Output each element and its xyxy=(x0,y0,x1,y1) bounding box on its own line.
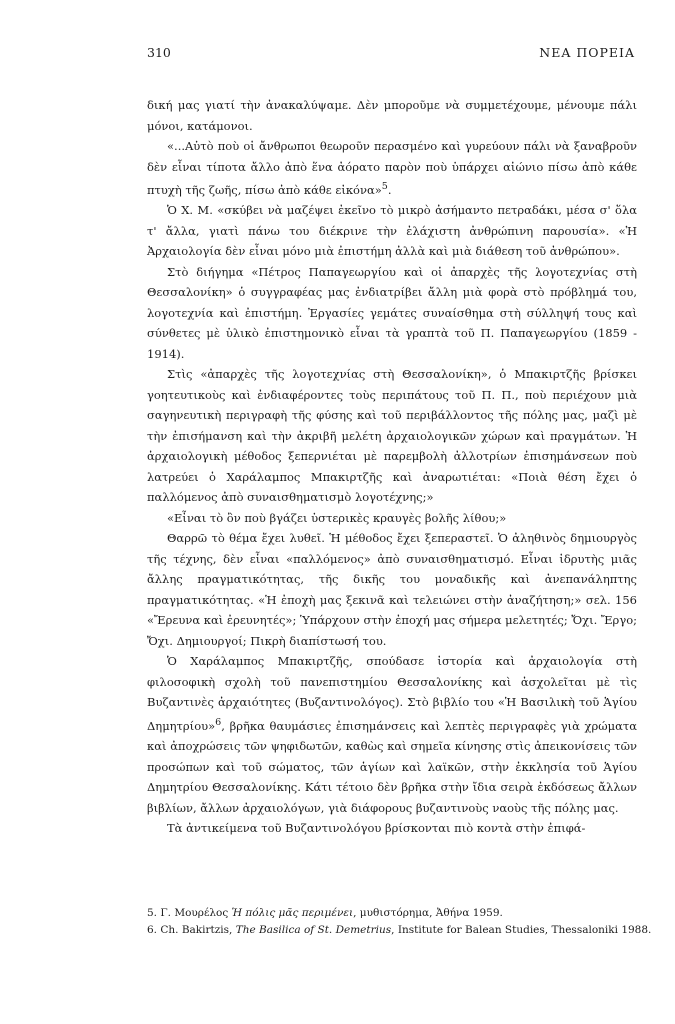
paragraph: δική μας γιατί τὴν ἀνακαλύψαμε. Δὲν μποροῦμε νὰ συμμετέχουμε, μένουμε πάλι μόνοι, κατάμονοι. xyxy=(147,98,637,133)
footnote-ref: 5 xyxy=(381,181,388,192)
footnote-details: , Institute for Balean Studies, Thessaloniki 1988. xyxy=(391,923,652,936)
quote-text: «...Αὐτὸ ποὺ οἱ ἄνθρωποι θεωροῦν περασμένο καὶ γυρεύουν πάλι νὰ ξαναβροῦν δὲν εἶναι τίποτα ἄλλο ἀπὸ ἕνα ἀόρατο παρὸν ποὺ ὑπάρχει αἰώνιο πίσω ἀπὸ κάθε πτυχὴ τῆς ζωῆς, πίσω ἀπὸ κάθε εἰκόνα» xyxy=(147,139,637,197)
paragraph: Ὁ Χ. Μ. «σκύβει νὰ μαζέψει ἐκεῖνο τὸ μικρὸ ἀσήμαντο πετραδάκι, μέσα σ' ὅλα τ' ἄλλα, γιατὶ πάνω του διέκρινε τὴν ἐλάχιστη ἀνθρώπινη παρουσία». «Ἡ Ἀρχαιολογία δὲν εἶναι μόνο μιὰ ἐπιστήμη ἀλλὰ καὶ μιὰ διάθεση τοῦ ἀνθρώπου». xyxy=(147,203,637,259)
footnote-ref: 6 xyxy=(215,716,222,728)
running-title: ΝΕΑ ΠΟΡΕΙΑ xyxy=(539,45,635,60)
paragraph-text: , βρῆκα θαυμάσιες ἐπισημάνσεις καὶ λεπτὲς περιγραφὲς γιὰ χρώματα καὶ ἀποχρώσεις τῶν ψηφιδωτῶν, καθὼς καὶ σημεῖα κίνησης στὶς ἀπεικονίσεις τῶν προσώπων καὶ τοῦ σώματος, τῶν ἁγίων καὶ λαϊκῶν, στὴν ἐκκλησία τοῦ Ἁγίου Δημητρίου Θεσσαλονίκης. Κάτι τέτοιο δὲν βρῆκα στὴν ἴδια σειρὰ ἐκδόσεως ἄλλων βιβλίων, ἄλλων ἀρχαιολόγων, γιὰ διάφορους βυζαντινοὺς ναοὺς τῆς πόλης μας. xyxy=(147,718,637,815)
footnote-details: , μυθιστόρημα, Ἀθήνα 1959. xyxy=(353,907,503,919)
footnote-title: Ἡ πόλις μᾶς περιμένει xyxy=(231,907,354,919)
punctuation: . xyxy=(387,182,392,197)
paragraph: Θαρρῶ τὸ θέμα ἔχει λυθεῖ. Ἡ μέθοδος ἔχει ξεπεραστεῖ. Ὁ ἀληθινὸς δημιουργὸς τῆς τέχνης, δὲν εἶναι «παλλόμενος» ἀπὸ συναισθηματισμό. Εἶναι ἱδρυτὴς μιᾶς ἄλλης πραγματικότητας, τῆς δικῆς του μοναδικῆς καὶ ἀνεπανάληπτης πραγματικότητας. «Ἡ ἐποχὴ μας ξεκινᾶ καὶ τελειώνει στὴν ἀναζήτηση;» σελ. 156 «Ἔρευνα καὶ ἐρευνητές»; Ὑπάρχουν στὴν ἐποχή μας σήμερα μελετητές; Ὄχι. Ἔργο; Ὄχι. Δημιουργοί; Πικρὴ διαπίστωσή του. xyxy=(147,531,637,648)
paragraph: Στὶς «ἀπαρχὲς τῆς λογοτεχνίας στὴ Θεσσαλονίκη», ὁ Μπακιρτζῆς βρίσκει γοητευτικοὺς καὶ ἐνδιαφέροντες τοὺς περιπάτους τοῦ Π. Π., ποὺ περιέχουν μιὰ σαγηνευτικὴ περιγραφὴ τῆς φύσης καὶ τοῦ περιβάλλοντος τῆς πόλης μας, μαζὶ μὲ τὴν ἐπισήμανση καὶ τὴν ἀκριβῆ μελέτη ἀρχαιολογικῶν χώρων καὶ πραγμάτων. Ἡ ἀρχαιολογικὴ μέθοδος ξεπερνιέται μὲ παρεμβολὴ ἀλλοτρίων ἐπισημάνσεων ποὺ λατρεύει ὁ Χαράλαμπος Μπακιρτζῆς καὶ ἀναρωτιέται: «Ποιὰ θέση ἔχει ὁ παλλόμενος ἀπὸ συναισθηματισμὸ λογοτέχνης;» xyxy=(147,367,637,505)
footnote-5 xyxy=(147,905,647,922)
paragraph: «Εἶναι τὸ ὂν ποὺ βγάζει ὑστερικὲς κραυγὲς βολῆς λίθου;» xyxy=(167,510,507,525)
page-number: 310 xyxy=(147,45,171,60)
paragraph: Τὰ ἀντικείμενα τοῦ Βυζαντινολόγου βρίσκονται πιὸ κοντὰ στὴν ἐπιφά- xyxy=(167,821,586,836)
paragraph: Στὸ διήγημα «Πέτρος Παπαγεωργίου καὶ οἱ ἀπαρχὲς τῆς λογοτεχνίας στὴ Θεσσαλονίκη» ὁ συγγραφέας μας ἐνδιατρίβει ἄλλη μιὰ φορὰ στὸ πρόβλημά του, λογοτεχνία καὶ ἐπιστήμη. Ἐργασίες γεμάτες συναίσθημα στὴ σύλληψή τους καὶ σύνθετες μὲ ὑλικὸ ἐπιστημονικὸ εἶναι τὰ γραπτὰ τοῦ Π. Παπαγεωργίου (1859 - 1914). xyxy=(147,264,637,361)
paragraph-text: Ὁ Χαράλαμπος Μπακιρτζῆς, σπούδασε ἱστορία καὶ ἀρχαιολογία στὴ φιλοσοφικὴ σχολὴ τοῦ πανεπιστημίου Θεσσαλονίκης καὶ ἀσχολεῖται μὲ τὶς Βυζαντινὲς ἀρχαιότητες (Βυζαντινολόγος). Στὸ βιβλίο του «Ἡ Βασιλικὴ τοῦ Ἁγίου Δημητρίου» xyxy=(147,654,637,733)
footnote-author: 6. Ch. Bakirtzis, xyxy=(147,923,236,936)
footnote-title: The Basilica of St. Demetrius xyxy=(235,923,392,936)
paragraph xyxy=(147,136,637,200)
footnotes xyxy=(147,905,652,938)
paragraph xyxy=(147,651,637,818)
footnote-6 xyxy=(147,922,652,939)
main-text xyxy=(147,95,637,839)
footnote-author: 5. Γ. Μουρέλος xyxy=(147,907,232,919)
